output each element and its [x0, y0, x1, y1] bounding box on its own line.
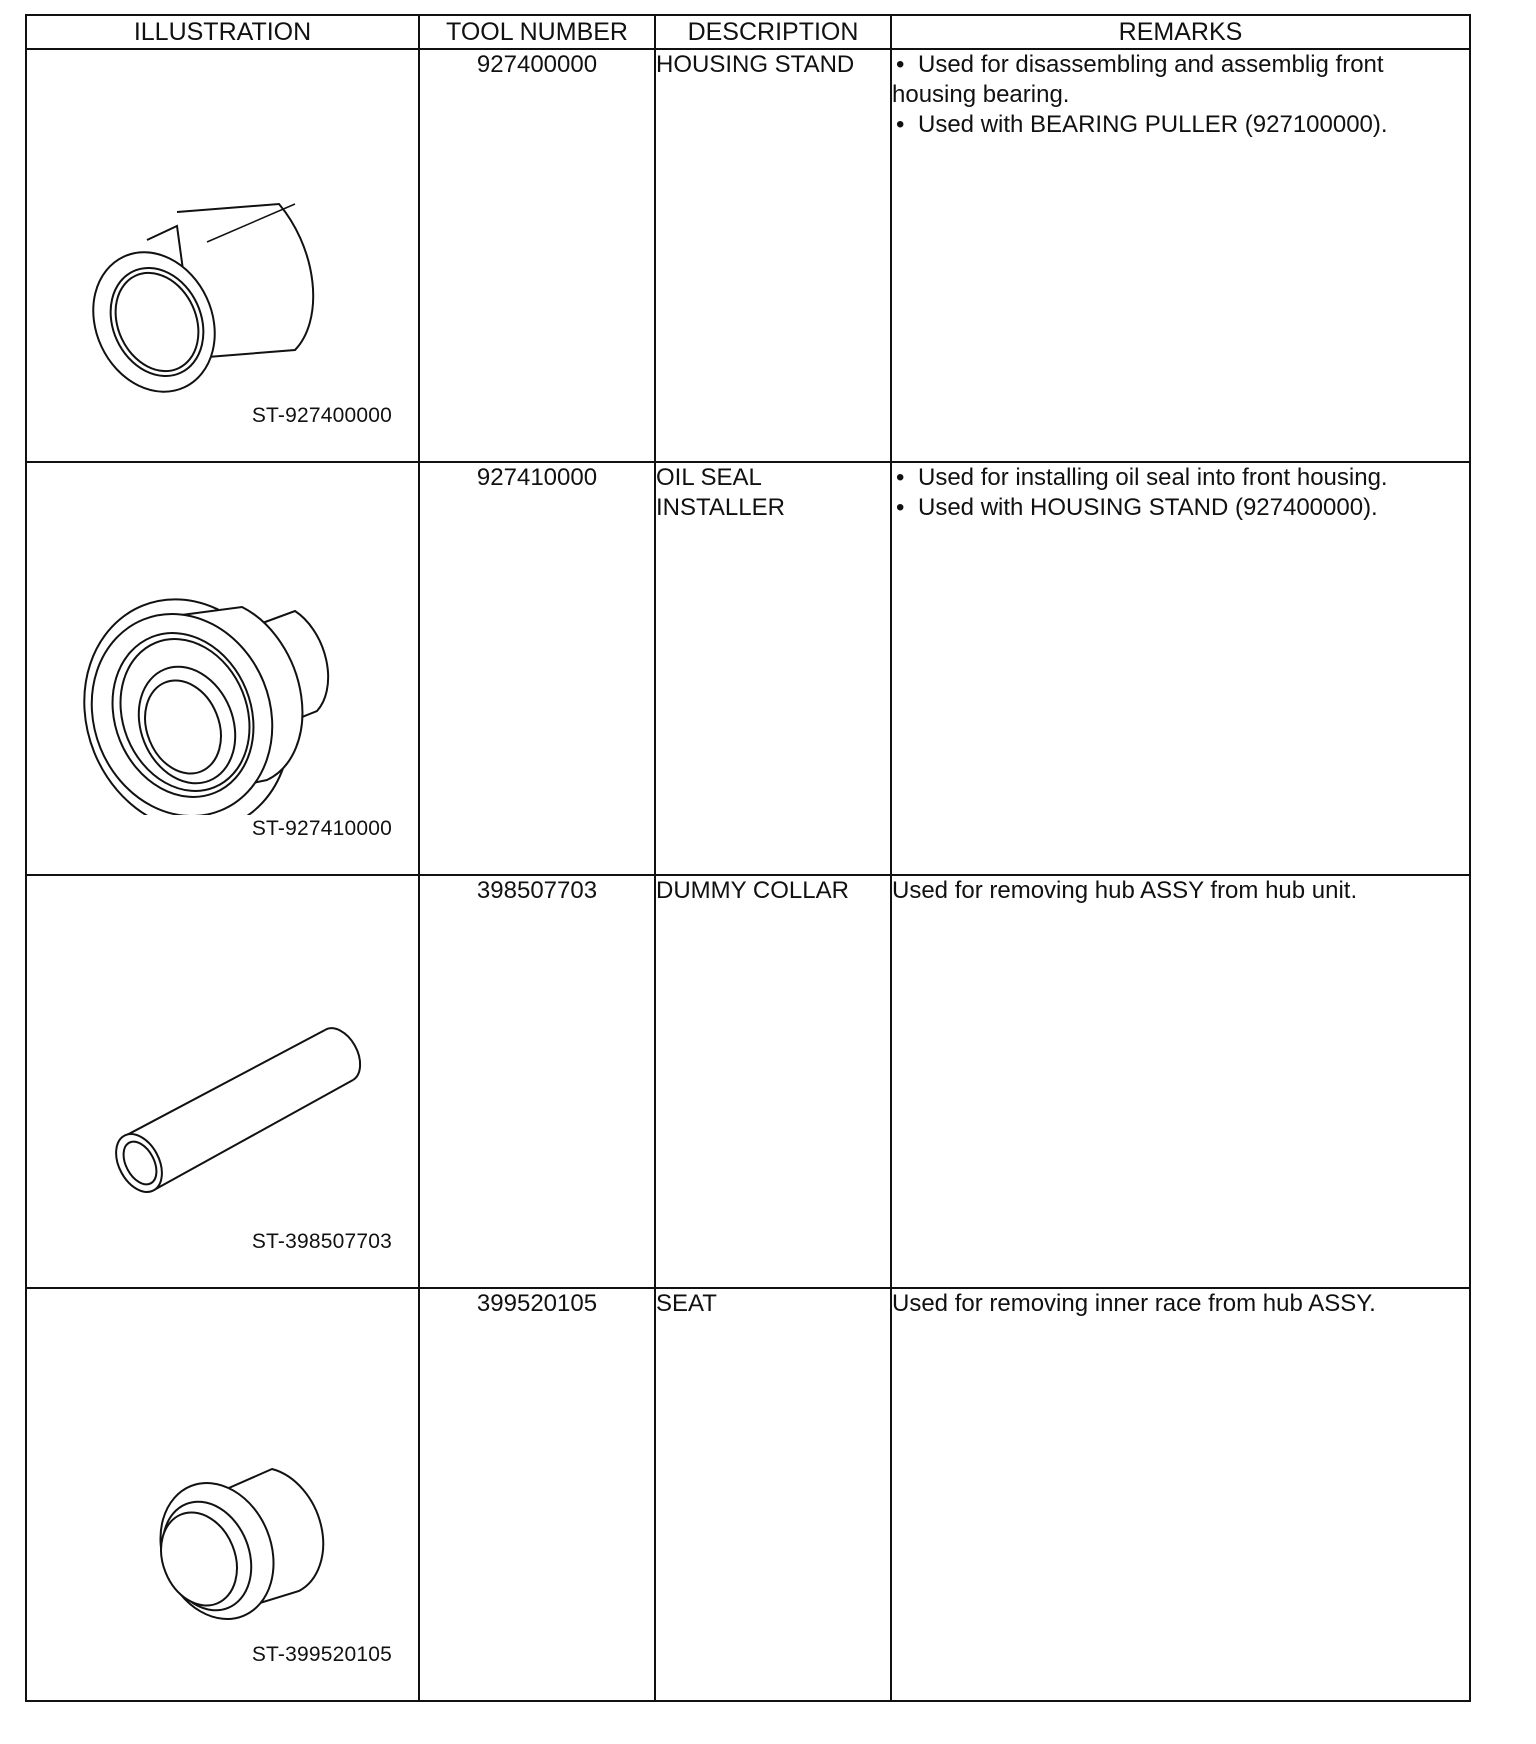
remark-text: Used for disassembling and assemblig front housing bearing.: [892, 51, 1384, 108]
remarks-cell: Used for removing inner race from hub ASSY.: [891, 1288, 1470, 1701]
tool-number-cell: 927410000: [419, 462, 655, 875]
illustration-cell: [26, 462, 419, 875]
tool-number-cell: 927400000: [419, 49, 655, 462]
remarks-column-header: REMARKS: [891, 15, 1470, 49]
description-cell: DUMMY COLLAR: [655, 875, 891, 1288]
table-row: [26, 462, 1470, 875]
seat-icon: [67, 1341, 407, 1641]
illustration-column-header: ILLUSTRATION: [26, 15, 419, 49]
bullet-icon: •: [896, 464, 905, 491]
description-cell: SEAT: [655, 1288, 891, 1701]
illustration-cell: [26, 49, 419, 462]
illustration-code: ST-927410000: [251, 817, 392, 840]
illustration-cell: [26, 875, 419, 1288]
special-tools-table: [25, 14, 1471, 1702]
remarks-list: [892, 463, 1469, 523]
oil-seal-installer-icon: [67, 515, 407, 815]
illustration-code: ST-399520105: [251, 1643, 392, 1666]
bullet-icon: •: [896, 111, 905, 138]
housing-stand-icon: [67, 102, 407, 402]
table-row: [26, 49, 1470, 462]
table-row: [26, 875, 1470, 1288]
tool-number-cell: 398507703: [419, 875, 655, 1288]
remark-text: Used with HOUSING STAND (927400000).: [918, 494, 1378, 521]
description-column-header: DESCRIPTION: [655, 15, 891, 49]
tool-number-cell: 399520105: [419, 1288, 655, 1701]
bullet-icon: •: [896, 51, 905, 78]
remarks-cell: Used for removing hub ASSY from hub unit.: [891, 875, 1470, 1288]
description-cell: OIL SEAL INSTALLER: [655, 462, 891, 875]
illustration-cell: [26, 1288, 419, 1701]
remark-text: Used with BEARING PULLER (927100000).: [918, 111, 1388, 138]
remarks-cell: [891, 462, 1470, 875]
description-cell: HOUSING STAND: [655, 49, 891, 462]
table-row: [26, 1288, 1470, 1701]
remarks-cell: [891, 49, 1470, 462]
dummy-collar-icon: [67, 928, 407, 1228]
remark-item: [892, 463, 1469, 493]
table-header-row: [26, 15, 1470, 49]
illustration-code: ST-398507703: [251, 1230, 392, 1253]
remark-text: Used for installing oil seal into front housing.: [918, 464, 1388, 491]
remark-item: [892, 110, 1469, 140]
remarks-list: [892, 50, 1469, 140]
remark-item: [892, 50, 1469, 110]
special-tools-sheet: [25, 14, 1469, 1710]
remark-item: [892, 493, 1469, 523]
tool-number-column-header: TOOL NUMBER: [419, 15, 655, 49]
illustration-code: ST-927400000: [251, 404, 392, 427]
bullet-icon: •: [896, 494, 905, 521]
